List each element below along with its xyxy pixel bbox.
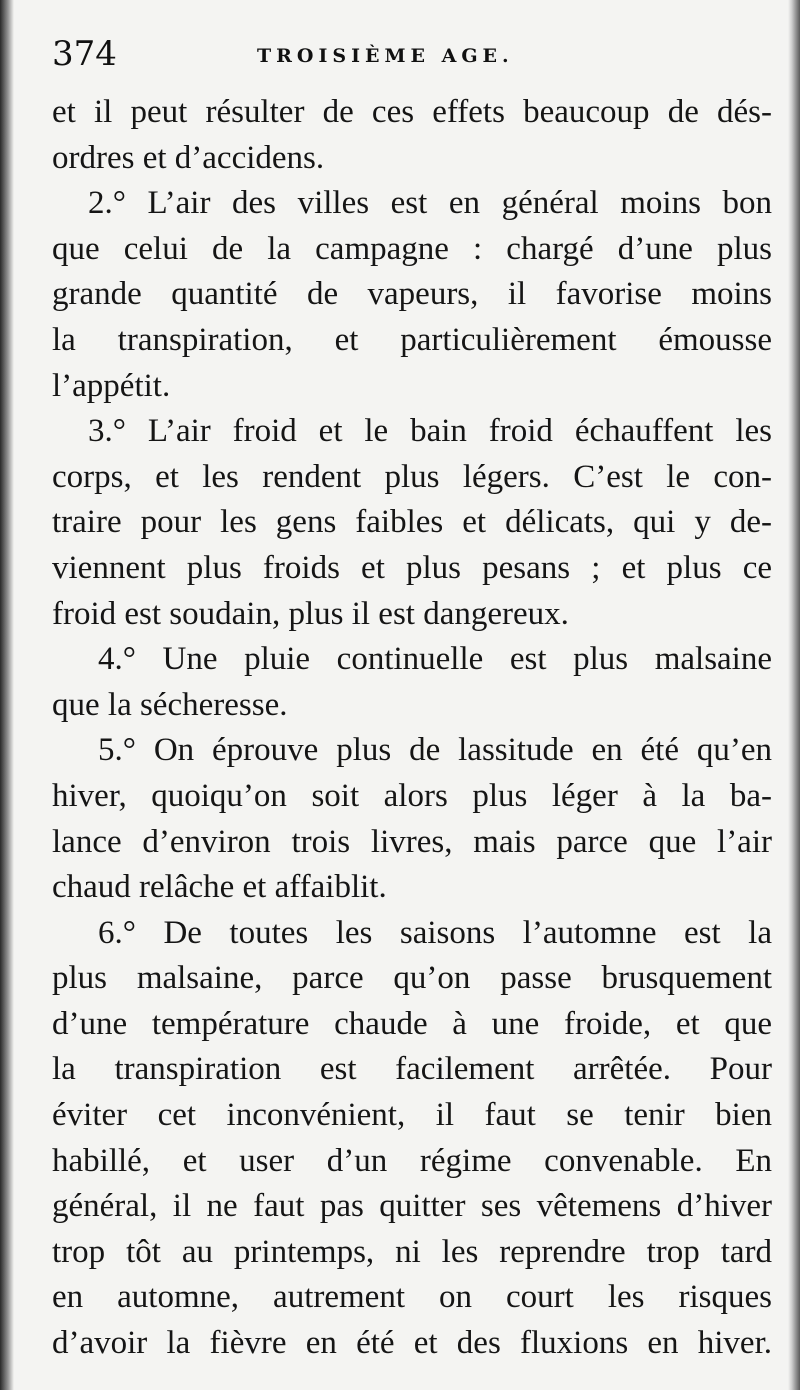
text-line: et il peut résulter de ces effets beaucoup de dés- [52,94,772,130]
running-head: TROISIÈME AGE. [257,45,514,67]
text-line: d’une température chaude à une froide, et que [52,1005,772,1042]
text-line: 3.° L’air froid et le bain froid échauffent les [88,413,772,450]
text-line: 2.° L’air des villes est en général moins bon [88,185,772,222]
page-edge-shadow [788,0,800,1390]
text-line: 4.° Une pluie continuelle est plus malsaine [98,641,772,678]
text-line: d’avoir la fièvre en été et des fluxions en hiver. [52,1325,772,1362]
text-line: 5.° On éprouve plus de lassitude en été qu’en [98,732,772,769]
text-line: froid est soudain, plus il est dangereux. [52,595,569,632]
page-number: 374 [52,34,117,74]
text-line: grande quantité de vapeurs, il favorise moins [52,276,772,313]
text-line: habillé, et user d’un régime convenable. En [52,1142,772,1179]
text-line: la transpiration est facilement arrêtée. Pour [52,1051,772,1088]
text-line: l’appétit. [52,367,171,404]
text-line: en automne, autrement on court les risques [52,1279,772,1316]
text-line: traire pour les gens faibles et délicats, qui y de- [52,504,772,541]
text-line: lance d’environ trois livres, mais parce que l’air [52,823,772,860]
text-line: général, il ne faut pas quitter ses vêtemens d’hiver [52,1188,772,1225]
page-header [52,32,772,82]
text-line: corps, et les rendent plus légers. C’est le con- [52,458,772,495]
text-line: hiver, quoiqu’on soit alors plus léger à la ba- [52,777,772,814]
text-line: chaud relâche et affaiblit. [52,869,387,906]
body-text [52,90,772,1367]
text-line: que la sécheresse. [52,686,288,723]
text-line: viennent plus froids et plus pesans ; et plus ce [52,549,772,586]
text-line: la transpiration, et particulièrement émousse [52,321,772,358]
text-line: trop tôt au printemps, ni les reprendre trop tard [52,1233,772,1270]
text-line: que celui de la campagne : chargé d’une plus [52,230,772,267]
text-line: ordres et d’accidens. [52,139,325,176]
text-line: plus malsaine, parce qu’on passe brusquement [52,960,772,997]
page-gutter-shadow [0,0,14,1390]
text-line: éviter cet inconvénient, il faut se tenir bien [52,1097,772,1134]
text-line: 6.° De toutes les saisons l’automne est la [98,914,772,951]
